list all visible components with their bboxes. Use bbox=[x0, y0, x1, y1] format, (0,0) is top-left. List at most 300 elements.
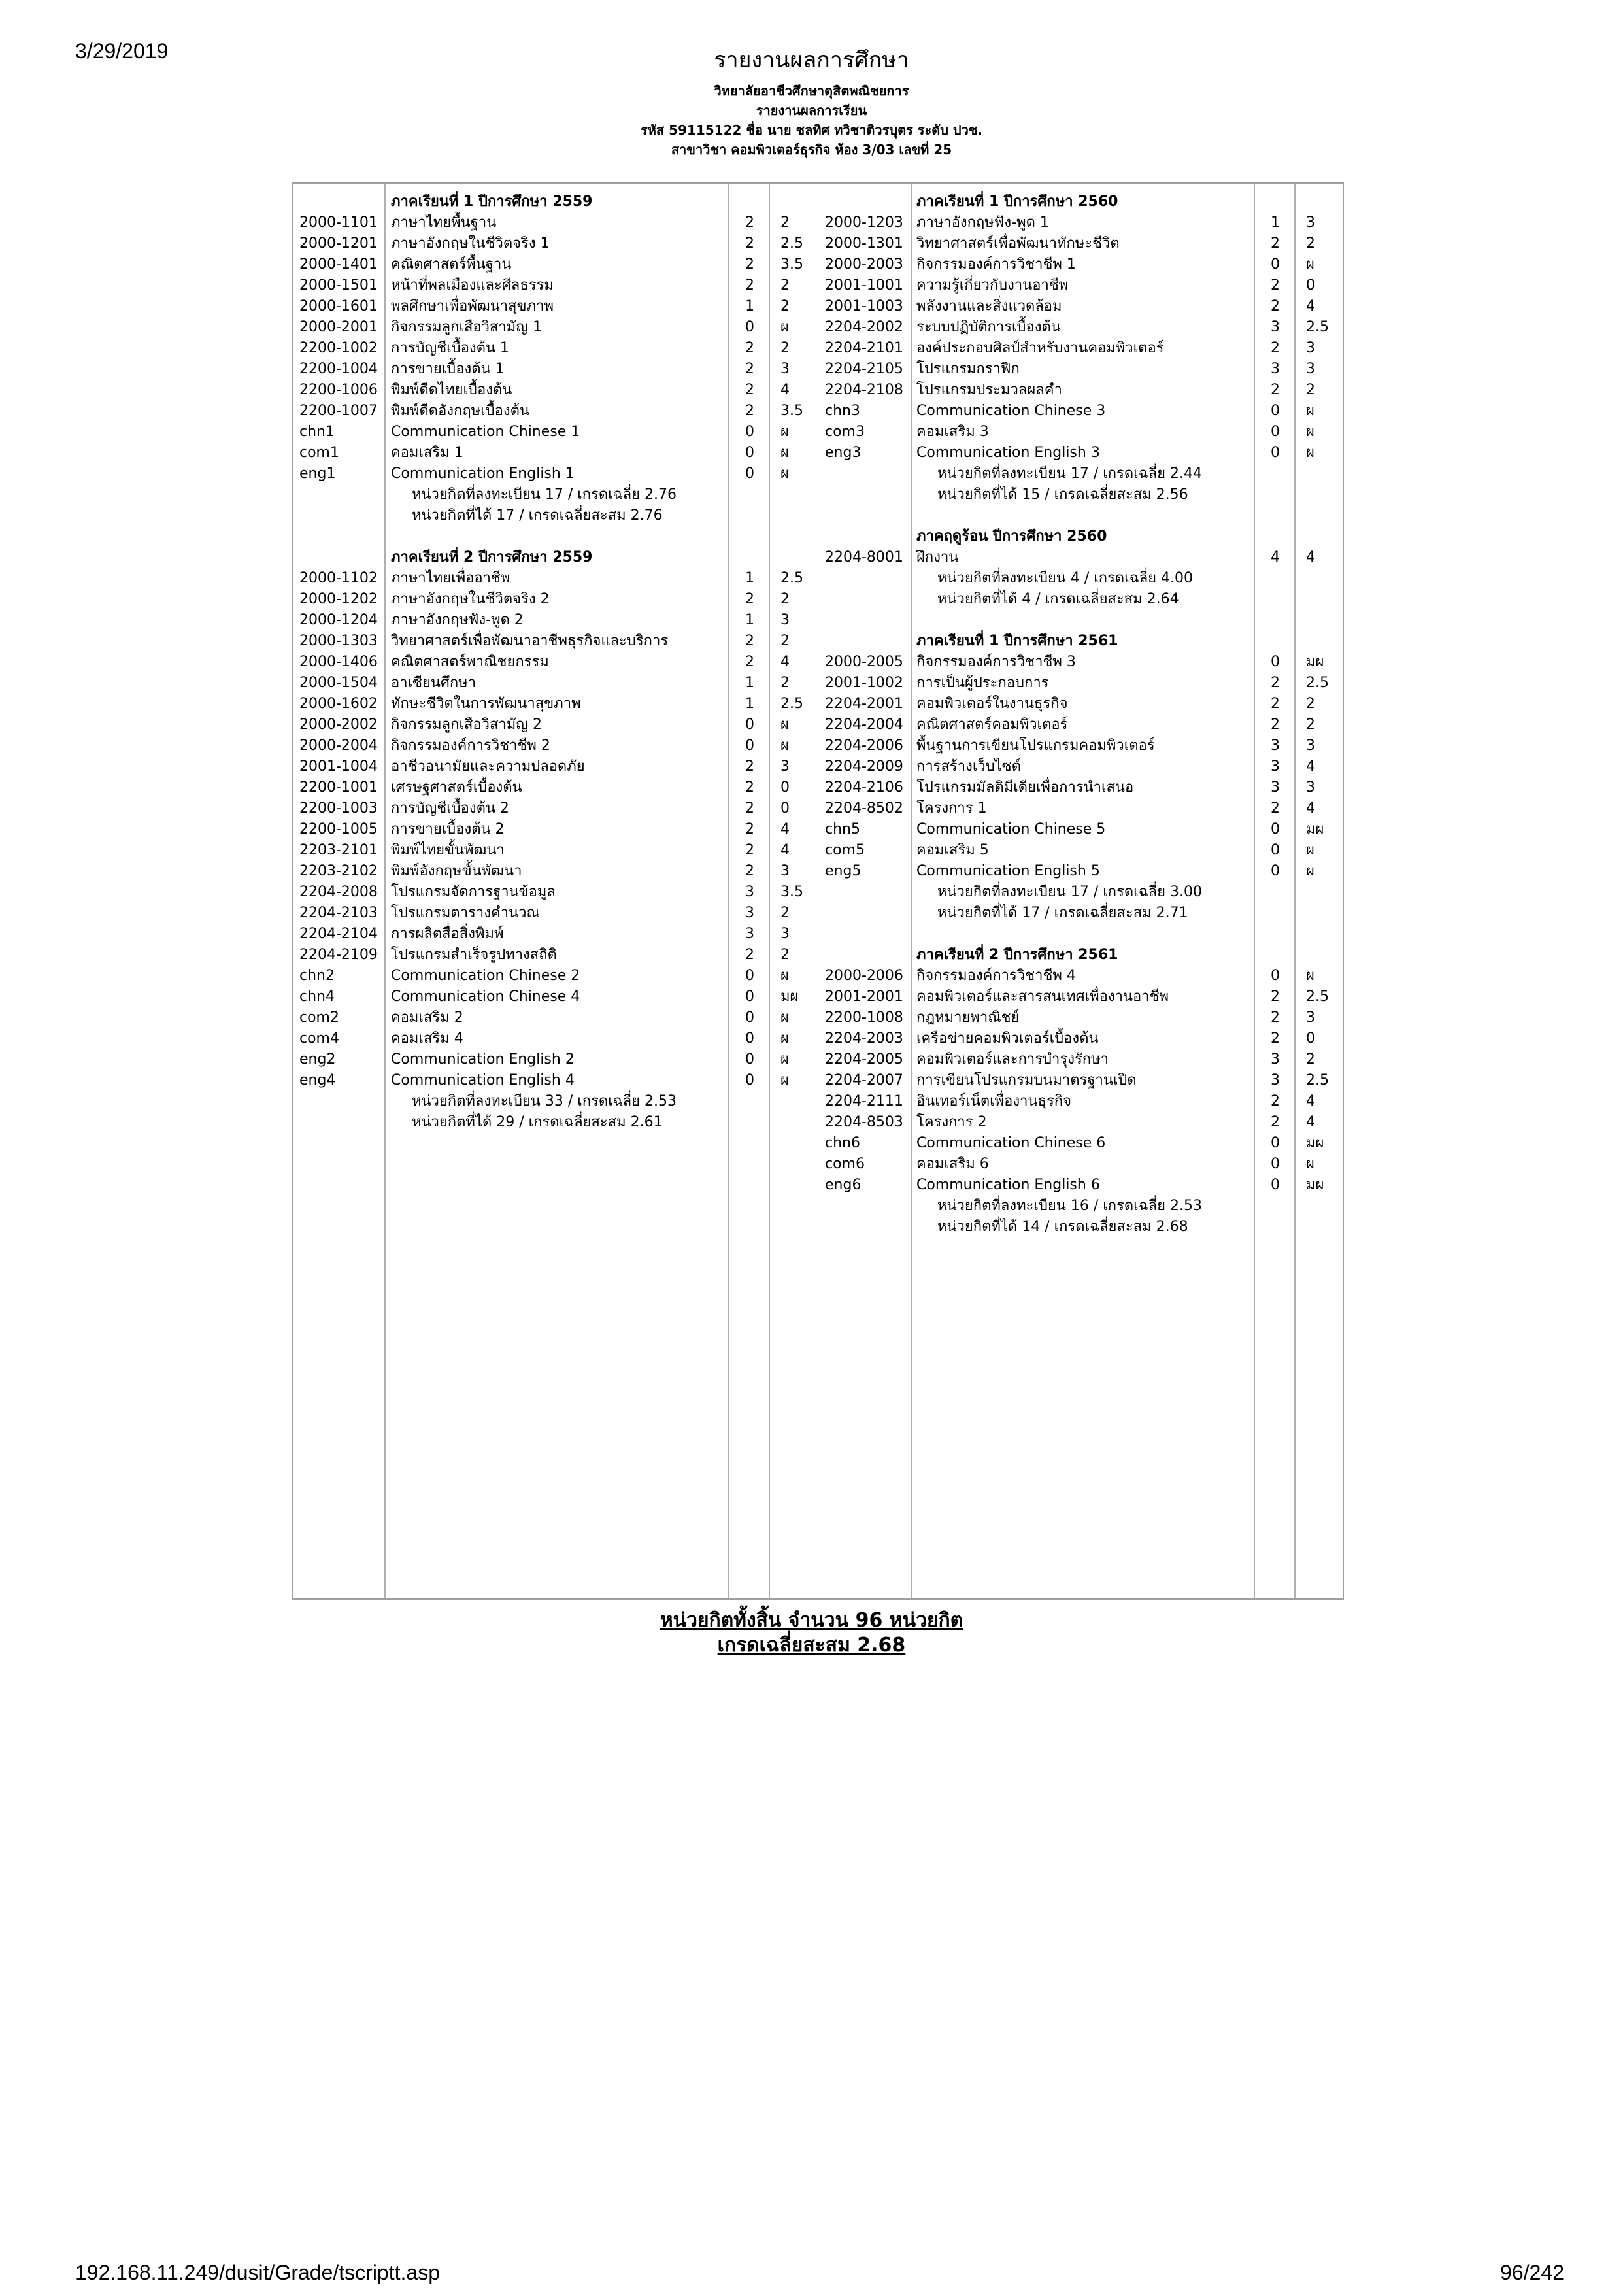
course-grade: 2 bbox=[1306, 382, 1315, 398]
course-grade: 3 bbox=[780, 863, 790, 879]
term-summary bbox=[818, 903, 1345, 924]
course-row bbox=[293, 756, 807, 777]
course-code: chn2 bbox=[299, 968, 335, 984]
course-grade: 3.5 bbox=[780, 256, 803, 273]
course-row bbox=[293, 1070, 807, 1091]
total-credits: หน่วยกิตทั้งสิ้น จำนวน 96 หน่วยกิต bbox=[660, 1609, 963, 1632]
course-grade: 0 bbox=[1306, 277, 1315, 294]
page-number: 96/242 bbox=[1500, 2261, 1564, 2284]
course-code: 2204-2006 bbox=[825, 737, 903, 754]
course-code: 2200-1001 bbox=[299, 779, 378, 796]
course-row bbox=[818, 819, 1345, 840]
course-credit: 2 bbox=[1271, 1093, 1280, 1109]
transcript-table bbox=[292, 182, 1344, 1600]
course-name: การเขียนโปรแกรมบนมาตรฐานเปิด bbox=[916, 1072, 1137, 1089]
course-code: 2200-1004 bbox=[299, 361, 378, 377]
course-grade: ผ bbox=[1306, 445, 1314, 461]
course-credit: 3 bbox=[1271, 758, 1280, 775]
course-grade: ผ bbox=[1306, 842, 1314, 858]
course-name: พิมพ์ดีดไทยเบื้องต้น bbox=[391, 382, 512, 398]
course-credit: 0 bbox=[1271, 654, 1280, 670]
course-grade: 2 bbox=[780, 214, 790, 231]
course-grade: มผ bbox=[780, 988, 799, 1005]
course-code: eng6 bbox=[825, 1177, 862, 1193]
course-credit: 3 bbox=[1271, 1051, 1280, 1068]
course-credit: 2 bbox=[745, 256, 754, 273]
course-name: โปรแกรมสำเร็จรูปทางสถิติ bbox=[391, 947, 557, 963]
course-name: พิมพ์อังกฤษขั้นพัฒนา bbox=[391, 863, 522, 879]
course-row bbox=[818, 338, 1345, 359]
course-code: 2204-2004 bbox=[825, 717, 903, 733]
course-code: eng3 bbox=[825, 445, 862, 461]
course-code: com1 bbox=[299, 445, 339, 461]
course-name: ภาษาอังกฤษในชีวิตจริง 1 bbox=[391, 235, 550, 252]
course-name: ภาษาอังกฤษฟัง-พูด 1 bbox=[916, 214, 1049, 231]
course-grade: มผ bbox=[1306, 821, 1324, 837]
term-summary bbox=[293, 1112, 807, 1133]
right-semester-column bbox=[818, 192, 1345, 1238]
report-name: รายงานผลการเรียน bbox=[756, 103, 867, 118]
course-code: 2001-2001 bbox=[825, 988, 903, 1005]
course-code: 2204-2109 bbox=[299, 947, 378, 963]
course-name: คณิตศาสตร์พาณิชยกรรม bbox=[391, 654, 549, 670]
course-grade: ผ bbox=[1306, 403, 1314, 419]
course-name: ภาษาอังกฤษฟัง-พูด 2 bbox=[391, 612, 524, 628]
summary-text: หน่วยกิตที่ได้ 4 / เกรดเฉลี่ยสะสม 2.64 bbox=[937, 591, 1179, 607]
course-credit: 2 bbox=[745, 591, 754, 607]
course-row bbox=[293, 819, 807, 840]
term-title: ภาคเรียนที่ 2 ปีการศึกษา 2561 bbox=[916, 947, 1118, 963]
course-name: เครือข่ายคอมพิวเตอร์เบื้องต้น bbox=[916, 1030, 1099, 1047]
course-grade: 3 bbox=[1306, 779, 1315, 796]
summary-text: หน่วยกิตที่ลงทะเบียน 17 / เกรดเฉลี่ย 2.44 bbox=[937, 465, 1203, 482]
course-row bbox=[293, 233, 807, 254]
course-code: com5 bbox=[825, 842, 865, 858]
course-credit: 1 bbox=[745, 612, 754, 628]
course-code: 2000-1102 bbox=[299, 570, 378, 586]
course-row bbox=[293, 1049, 807, 1070]
course-name: โปรแกรมจัดการฐานข้อมูล bbox=[391, 884, 556, 900]
course-grade: ผ bbox=[780, 1072, 789, 1089]
term-heading bbox=[818, 526, 1345, 547]
course-credit: 2 bbox=[745, 863, 754, 879]
course-row bbox=[818, 1007, 1345, 1028]
summary-text: หน่วยกิตที่ได้ 15 / เกรดเฉลี่ยสะสม 2.56 bbox=[937, 486, 1188, 503]
course-grade: 2.5 bbox=[1306, 1072, 1329, 1089]
course-grade: 2 bbox=[1306, 235, 1315, 252]
course-name: การเป็นผู้ประกอบการ bbox=[916, 675, 1049, 691]
course-grade: 3 bbox=[1306, 340, 1315, 356]
course-code: 2200-1006 bbox=[299, 382, 378, 398]
course-credit: 2 bbox=[1271, 235, 1280, 252]
course-code: chn5 bbox=[825, 821, 860, 837]
course-row bbox=[818, 212, 1345, 233]
course-code: 2204-2104 bbox=[299, 926, 378, 942]
course-grade: 3 bbox=[1306, 1009, 1315, 1026]
course-grade: 3 bbox=[1306, 737, 1315, 754]
left-semester-column bbox=[293, 192, 807, 1133]
course-credit: 3 bbox=[1271, 779, 1280, 796]
course-name: Communication English 1 bbox=[391, 465, 575, 482]
course-grade: 0 bbox=[780, 779, 790, 796]
course-row bbox=[293, 987, 807, 1007]
course-name: คอมพิวเตอร์และสารสนเทศเพื่องานอาชีพ bbox=[916, 988, 1169, 1005]
course-credit: 0 bbox=[1271, 968, 1280, 984]
course-row bbox=[293, 966, 807, 987]
course-name: ความรู้เกี่ยวกับงานอาชีพ bbox=[916, 277, 1069, 294]
course-grade: 2.5 bbox=[780, 235, 803, 252]
course-code: 2000-1201 bbox=[299, 235, 378, 252]
course-credit: 2 bbox=[745, 361, 754, 377]
course-name: Communication Chinese 5 bbox=[916, 821, 1106, 837]
course-grade: 2.5 bbox=[780, 696, 803, 712]
course-grade: 4 bbox=[1306, 1114, 1315, 1130]
course-grade: ผ bbox=[1306, 256, 1314, 273]
course-code: 2000-1101 bbox=[299, 214, 378, 231]
term-summary bbox=[818, 1196, 1345, 1217]
course-credit: 2 bbox=[745, 277, 754, 294]
course-code: 2204-2009 bbox=[825, 758, 903, 775]
course-row bbox=[293, 1028, 807, 1049]
course-name: พิมพ์ไทยขั้นพัฒนา bbox=[391, 842, 505, 858]
course-credit: 0 bbox=[745, 424, 754, 440]
course-grade: 4 bbox=[780, 842, 790, 858]
course-row bbox=[818, 547, 1345, 568]
student-info: รหัส 59115122 ชื่อ นาย ชลทิศ ทวิชาติวรบุตร ระดับ ปวช. bbox=[641, 122, 982, 138]
course-row bbox=[293, 610, 807, 631]
course-credit: 1 bbox=[745, 675, 754, 691]
course-row bbox=[818, 987, 1345, 1007]
course-code: 2000-1203 bbox=[825, 214, 903, 231]
course-code: 2000-2006 bbox=[825, 968, 903, 984]
course-row bbox=[818, 317, 1345, 338]
course-name: กิจกรรมองค์การวิชาชีพ 4 bbox=[916, 968, 1076, 984]
course-row bbox=[293, 694, 807, 715]
spacer-row bbox=[293, 526, 807, 547]
course-name: วิทยาศาสตร์เพื่อพัฒนาอาชีพธุรกิจและบริการ bbox=[391, 633, 669, 649]
course-row bbox=[818, 861, 1345, 882]
course-credit: 2 bbox=[745, 654, 754, 670]
course-name: คอมเสริม 2 bbox=[391, 1009, 463, 1026]
course-name: โปรแกรมมัลติมีเดียเพื่อการนำเสนอ bbox=[916, 779, 1134, 796]
course-name: พลศึกษาเพื่อพัฒนาสุขภาพ bbox=[391, 298, 554, 314]
course-credit: 0 bbox=[745, 445, 754, 461]
course-row bbox=[293, 945, 807, 966]
course-row bbox=[818, 1049, 1345, 1070]
course-grade: ผ bbox=[780, 465, 789, 482]
course-code: 2204-2108 bbox=[825, 382, 903, 398]
course-name: กิจกรรมองค์การวิชาชีพ 2 bbox=[391, 737, 550, 754]
course-credit: 2 bbox=[1271, 800, 1280, 817]
course-code: 2000-2002 bbox=[299, 717, 378, 733]
course-grade: ผ bbox=[780, 1030, 789, 1047]
course-name: Communication Chinese 1 bbox=[391, 424, 580, 440]
term-title: ภาคเรียนที่ 1 ปีการศึกษา 2561 bbox=[916, 633, 1118, 649]
term-summary bbox=[818, 589, 1345, 610]
course-row bbox=[818, 254, 1345, 275]
course-credit: 2 bbox=[1271, 717, 1280, 733]
course-code: 2000-1406 bbox=[299, 654, 378, 670]
course-grade: 2.5 bbox=[1306, 988, 1329, 1005]
course-name: ภาษาไทยพื้นฐาน bbox=[391, 214, 497, 231]
course-name: คอมเสริม 5 bbox=[916, 842, 989, 858]
course-credit: 2 bbox=[1271, 298, 1280, 314]
course-row bbox=[818, 673, 1345, 694]
course-name: การขายเบื้องต้น 1 bbox=[391, 361, 505, 377]
course-name: คอมเสริม 1 bbox=[391, 445, 463, 461]
course-name: โปรแกรมประมวลผลคำ bbox=[916, 382, 1062, 398]
course-code: 2000-2004 bbox=[299, 737, 378, 754]
course-name: Communication Chinese 2 bbox=[391, 968, 580, 984]
course-credit: 2 bbox=[1271, 1009, 1280, 1026]
print-date: 3/29/2019 bbox=[75, 39, 169, 63]
page-url: 192.168.11.249/dusit/Grade/tscriptt.asp bbox=[75, 2261, 440, 2284]
course-credit: 2 bbox=[745, 340, 754, 356]
course-row bbox=[818, 1028, 1345, 1049]
course-code: com2 bbox=[299, 1009, 339, 1026]
course-credit: 2 bbox=[745, 947, 754, 963]
course-name: อาเซียนศึกษา bbox=[391, 675, 477, 691]
course-grade: 2 bbox=[780, 905, 790, 921]
spacer-row bbox=[818, 505, 1345, 526]
course-credit: 2 bbox=[1271, 1114, 1280, 1130]
course-code: com3 bbox=[825, 424, 865, 440]
course-code: 2204-2103 bbox=[299, 905, 378, 921]
course-row bbox=[293, 652, 807, 673]
course-credit: 2 bbox=[745, 758, 754, 775]
transcript-summary bbox=[0, 1608, 1623, 1658]
course-code: 2204-2008 bbox=[299, 884, 378, 900]
course-name: เศรษฐศาสตร์เบื้องต้น bbox=[391, 779, 522, 796]
course-grade: ผ bbox=[780, 737, 789, 754]
course-grade: มผ bbox=[1306, 1177, 1324, 1193]
course-credit: 3 bbox=[1271, 737, 1280, 754]
course-code: 2204-2007 bbox=[825, 1072, 903, 1089]
course-code: chn6 bbox=[825, 1135, 860, 1151]
course-code: 2001-1003 bbox=[825, 298, 903, 314]
course-name: อินเทอร์เน็ตเพื่องานธุรกิจ bbox=[916, 1093, 1071, 1109]
term-title: ภาคฤดูร้อน ปีการศึกษา 2560 bbox=[916, 528, 1107, 545]
course-grade: 2.5 bbox=[1306, 675, 1329, 691]
course-code: com6 bbox=[825, 1156, 865, 1172]
course-name: โครงการ 1 bbox=[916, 800, 987, 817]
course-credit: 2 bbox=[1271, 988, 1280, 1005]
course-credit: 0 bbox=[745, 968, 754, 984]
course-row bbox=[293, 401, 807, 422]
course-code: 2204-2003 bbox=[825, 1030, 903, 1047]
course-name: กิจกรรมลูกเสือวิสามัญ 2 bbox=[391, 717, 542, 733]
course-code: chn1 bbox=[299, 424, 335, 440]
panel-divider bbox=[807, 184, 809, 1598]
course-name: ฝึกงาน bbox=[916, 549, 959, 566]
course-grade: 4 bbox=[1306, 800, 1315, 817]
course-credit: 0 bbox=[745, 1051, 754, 1068]
course-row bbox=[293, 777, 807, 798]
course-credit: 0 bbox=[1271, 256, 1280, 273]
course-grade: ผ bbox=[780, 424, 789, 440]
course-code: 2203-2101 bbox=[299, 842, 378, 858]
course-credit: 0 bbox=[1271, 1135, 1280, 1151]
course-name: Communication Chinese 4 bbox=[391, 988, 580, 1005]
course-name: การบัญชีเบื้องต้น 2 bbox=[391, 800, 509, 817]
course-grade: 3 bbox=[780, 361, 790, 377]
course-grade: 3 bbox=[1306, 214, 1315, 231]
course-code: 2000-1501 bbox=[299, 277, 378, 294]
course-grade: 2 bbox=[1306, 1051, 1315, 1068]
course-name: โครงการ 2 bbox=[916, 1114, 987, 1130]
course-row bbox=[293, 735, 807, 756]
course-credit: 3 bbox=[1271, 1072, 1280, 1089]
course-row bbox=[293, 422, 807, 443]
course-grade: 2 bbox=[780, 298, 790, 314]
course-name: คอมเสริม 3 bbox=[916, 424, 989, 440]
summary-text: หน่วยกิตที่ลงทะเบียน 16 / เกรดเฉลี่ย 2.53 bbox=[937, 1198, 1203, 1214]
course-credit: 0 bbox=[745, 319, 754, 335]
course-credit: 3 bbox=[745, 905, 754, 921]
course-name: อาชีวอนามัยและความปลอดภัย bbox=[391, 758, 585, 775]
course-row bbox=[293, 275, 807, 296]
course-row bbox=[293, 254, 807, 275]
course-code: 2204-2005 bbox=[825, 1051, 903, 1068]
course-code: eng2 bbox=[299, 1051, 336, 1068]
summary-text: หน่วยกิตที่ได้ 29 / เกรดเฉลี่ยสะสม 2.61 bbox=[412, 1114, 663, 1130]
course-grade: 2 bbox=[780, 633, 790, 649]
course-name: Communication English 3 bbox=[916, 445, 1100, 461]
course-row bbox=[818, 1175, 1345, 1196]
course-credit: 0 bbox=[745, 1072, 754, 1089]
course-credit: 3 bbox=[745, 926, 754, 942]
course-grade: 2 bbox=[780, 340, 790, 356]
summary-text: หน่วยกิตที่ลงทะเบียน 33 / เกรดเฉลี่ย 2.53 bbox=[412, 1093, 677, 1109]
course-credit: 2 bbox=[745, 403, 754, 419]
course-code: 2200-1008 bbox=[825, 1009, 903, 1026]
course-grade: 4 bbox=[1306, 758, 1315, 775]
course-grade: 3 bbox=[780, 926, 790, 942]
course-code: chn4 bbox=[299, 988, 335, 1005]
course-row bbox=[293, 464, 807, 484]
course-name: คอมพิวเตอร์และการบำรุงรักษา bbox=[916, 1051, 1109, 1068]
course-credit: 0 bbox=[745, 465, 754, 482]
course-name: การผลิตสื่อสิ่งพิมพ์ bbox=[391, 926, 504, 942]
course-row bbox=[293, 715, 807, 735]
course-code: 2204-8503 bbox=[825, 1114, 903, 1130]
course-name: ภาษาไทยเพื่ออาชีพ bbox=[391, 570, 510, 586]
course-grade: 2 bbox=[780, 675, 790, 691]
course-grade: มผ bbox=[1306, 654, 1324, 670]
course-row bbox=[293, 589, 807, 610]
course-code: eng1 bbox=[299, 465, 336, 482]
course-grade: 2 bbox=[780, 947, 790, 963]
course-grade: ผ bbox=[780, 1051, 789, 1068]
course-grade: 2.5 bbox=[1306, 319, 1329, 335]
course-code: 2001-1002 bbox=[825, 675, 903, 691]
course-grade: 3 bbox=[780, 758, 790, 775]
course-code: 2000-1204 bbox=[299, 612, 378, 628]
course-row bbox=[293, 568, 807, 589]
course-grade: 0 bbox=[780, 800, 790, 817]
course-code: 2204-2105 bbox=[825, 361, 903, 377]
course-credit: 0 bbox=[1271, 1156, 1280, 1172]
course-credit: 3 bbox=[745, 884, 754, 900]
course-code: 2000-2001 bbox=[299, 319, 378, 335]
course-credit: 0 bbox=[745, 717, 754, 733]
course-code: 2200-1002 bbox=[299, 340, 378, 356]
course-grade: 4 bbox=[780, 382, 790, 398]
course-credit: 0 bbox=[745, 1009, 754, 1026]
course-name: คณิตศาสตร์คอมพิวเตอร์ bbox=[916, 717, 1068, 733]
course-name: Communication English 2 bbox=[391, 1051, 575, 1068]
course-row bbox=[818, 652, 1345, 673]
summary-text: หน่วยกิตที่ได้ 17 / เกรดเฉลี่ยสะสม 2.76 bbox=[412, 507, 663, 524]
course-row bbox=[293, 443, 807, 464]
course-grade: 3 bbox=[1306, 361, 1315, 377]
course-grade: ผ bbox=[780, 319, 789, 335]
course-grade: 2.5 bbox=[780, 570, 803, 586]
course-name: Communication Chinese 3 bbox=[916, 403, 1106, 419]
course-credit: 2 bbox=[745, 633, 754, 649]
course-name: โปรแกรมตารางคำนวณ bbox=[391, 905, 540, 921]
course-code: 2204-2101 bbox=[825, 340, 903, 356]
course-credit: 3 bbox=[1271, 361, 1280, 377]
course-row bbox=[818, 756, 1345, 777]
course-name: วิทยาศาสตร์เพื่อพัฒนาทักษะชีวิต bbox=[916, 235, 1120, 252]
course-row bbox=[818, 1091, 1345, 1112]
course-credit: 2 bbox=[1271, 1030, 1280, 1047]
course-credit: 0 bbox=[745, 737, 754, 754]
course-code: 2000-1504 bbox=[299, 675, 378, 691]
course-credit: 1 bbox=[745, 298, 754, 314]
course-grade: ผ bbox=[780, 717, 789, 733]
course-code: 2000-1301 bbox=[825, 235, 903, 252]
course-code: 2000-1202 bbox=[299, 591, 378, 607]
course-grade: 4 bbox=[780, 654, 790, 670]
term-summary bbox=[818, 1217, 1345, 1238]
course-row bbox=[293, 317, 807, 338]
course-row bbox=[818, 735, 1345, 756]
course-code: 2001-1001 bbox=[825, 277, 903, 294]
course-name: พลังงานและสิ่งแวดล้อม bbox=[916, 298, 1062, 314]
term-heading bbox=[293, 192, 807, 212]
course-row bbox=[818, 275, 1345, 296]
program-info: สาขาวิชา คอมพิวเตอร์ธุรกิจ ห้อง 3/03 เลขที่ 25 bbox=[671, 142, 952, 158]
course-row bbox=[818, 840, 1345, 861]
course-grade: ผ bbox=[780, 968, 789, 984]
course-row bbox=[818, 1112, 1345, 1133]
course-code: 2204-2002 bbox=[825, 319, 903, 335]
course-row bbox=[293, 673, 807, 694]
course-row bbox=[818, 443, 1345, 464]
course-code: 2000-1303 bbox=[299, 633, 378, 649]
course-name: พิมพ์ดีดอังกฤษเบื้องต้น bbox=[391, 403, 529, 419]
course-row bbox=[818, 798, 1345, 819]
course-credit: 2 bbox=[1271, 277, 1280, 294]
course-row bbox=[818, 715, 1345, 735]
course-name: ทักษะชีวิตในการพัฒนาสุขภาพ bbox=[391, 696, 581, 712]
course-name: คณิตศาสตร์พื้นฐาน bbox=[391, 256, 512, 273]
course-row bbox=[293, 296, 807, 317]
course-grade: 3.5 bbox=[780, 403, 803, 419]
course-name: กิจกรรมลูกเสือวิสามัญ 1 bbox=[391, 319, 542, 335]
course-credit: 4 bbox=[1271, 549, 1280, 566]
course-row bbox=[818, 359, 1345, 380]
course-credit: 2 bbox=[745, 235, 754, 252]
course-row bbox=[293, 882, 807, 903]
term-summary bbox=[293, 484, 807, 505]
course-row bbox=[293, 380, 807, 401]
course-name: พื้นฐานการเขียนโปรแกรมคอมพิวเตอร์ bbox=[916, 737, 1155, 754]
course-credit: 3 bbox=[1271, 319, 1280, 335]
course-code: 2200-1003 bbox=[299, 800, 378, 817]
